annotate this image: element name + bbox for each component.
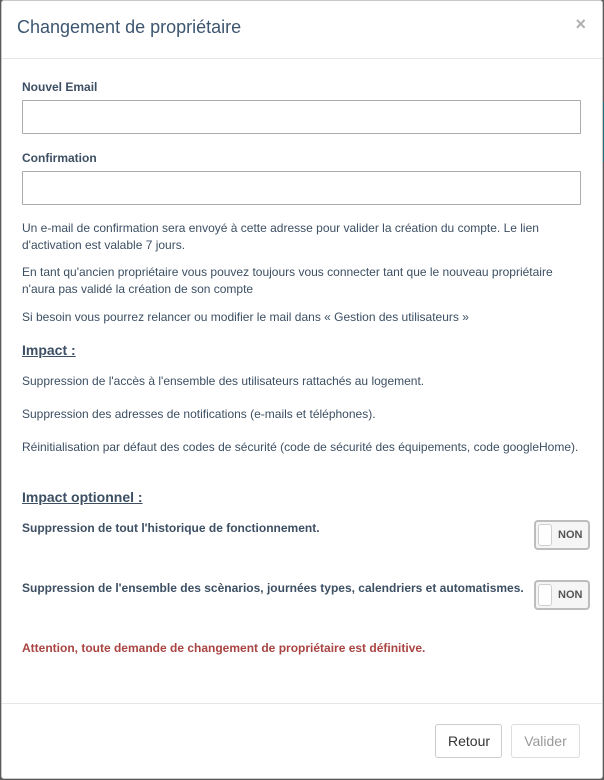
info-paragraph-resend: Si besoin vous pourrez relancer ou modifier le mail dans « Gestion des utilisateurs »: [22, 310, 469, 324]
toggle-knob: [538, 524, 552, 546]
impact-item: Réinitialisation par défaut des codes de sécurité (code de sécurité des équipements, code googleHome).: [22, 440, 579, 454]
toggle-state-text: NON: [558, 529, 583, 541]
owner-change-dialog: [1, 0, 603, 779]
modal-footer: [2, 703, 602, 779]
impact-title: Impact :: [22, 342, 76, 358]
email-field[interactable]: [22, 100, 581, 134]
email-label: Nouvel Email: [22, 80, 98, 94]
confirm-email-field[interactable]: [22, 171, 581, 205]
option-scenarios-label: Suppression de l'ensemble des scènarios, journées types, calendriers et automatismes.: [22, 581, 524, 595]
info-paragraph-former-owner: En tant qu'ancien propriétaire vous pouvez toujours vous connecter tant que le nouveau propriétaire n'aura pas validé la création de son compte: [22, 265, 553, 296]
optional-impact-title: Impact optionnel :: [22, 489, 143, 505]
modal-body: [2, 59, 602, 702]
toggle-state-text: NON: [558, 589, 583, 601]
close-icon[interactable]: ×: [575, 14, 586, 34]
info-paragraph-confirmation: Un e-mail de confirmation sera envoyé à cette adresse pour valider la création du compte. Le lien d'activation est valable 7 jours.: [22, 221, 539, 252]
modal-header: [2, 1, 602, 59]
impact-item: Suppression de l'accès à l'ensemble des utilisateurs rattachés au logement.: [22, 374, 425, 388]
impact-item: Suppression des adresses de notifications (e-mails et téléphones).: [22, 407, 376, 421]
toggle-knob: [538, 584, 552, 606]
option-history-label: Suppression de tout l'historique de fonctionnement.: [22, 521, 320, 535]
validate-button[interactable]: Valider: [511, 724, 580, 758]
back-button[interactable]: Retour: [435, 724, 502, 758]
scenarios-toggle[interactable]: [534, 580, 590, 610]
history-toggle[interactable]: [534, 520, 590, 550]
confirm-email-label: Confirmation: [22, 151, 97, 165]
warning-message: Attention, toute demande de changement de propriétaire est définitive.: [22, 641, 426, 655]
modal-title: Changement de propriétaire: [17, 17, 242, 37]
